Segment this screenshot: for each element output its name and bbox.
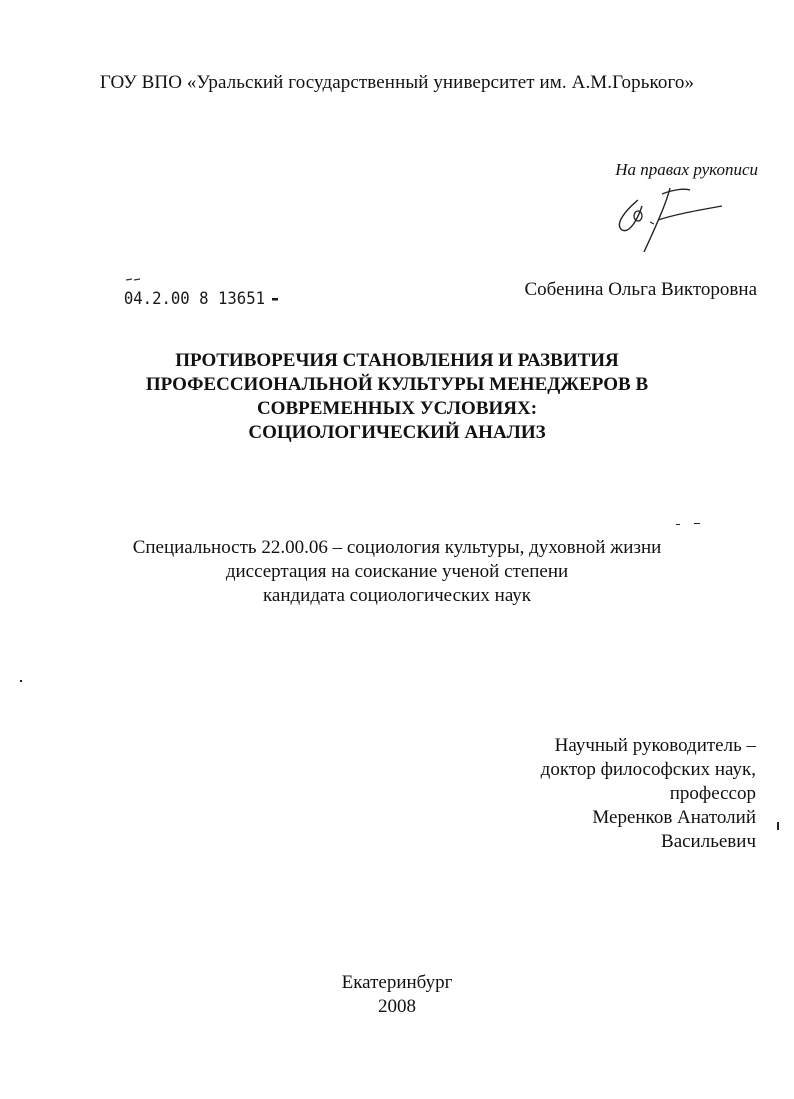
title-line: ПРОТИВОРЕЧИЯ СТАНОВЛЕНИЯ И РАЗВИТИЯ bbox=[175, 350, 619, 371]
supervisor-block bbox=[400, 734, 756, 854]
scan-speck bbox=[676, 524, 680, 525]
supervisor-line: доктор философских наук, bbox=[540, 759, 756, 780]
specialty-line: Специальность 22.00.06 – социология культуры, духовной жизни bbox=[132, 537, 662, 558]
scan-speck bbox=[694, 523, 700, 524]
svg-text:04.2.00 8 13651: 04.2.00 8 13651 bbox=[123, 288, 266, 309]
supervisor-line: Меренков Анатолий bbox=[592, 807, 756, 828]
supervisor-line: Научный руководитель – bbox=[554, 735, 756, 756]
year: 2008 bbox=[378, 996, 416, 1017]
institution-name: ГОУ ВПО «Уральский государственный университет им. А.М.Горького» bbox=[99, 72, 695, 93]
dissertation-title bbox=[80, 349, 714, 445]
archive-stamp bbox=[122, 276, 292, 316]
city-year-block bbox=[0, 971, 794, 1019]
scan-speck bbox=[777, 822, 779, 830]
title-line: СОЦИОЛОГИЧЕСКИЙ АНАЛИЗ bbox=[248, 422, 546, 443]
author-name: Собенина Ольга Викторовна bbox=[524, 279, 757, 300]
manuscript-note: На правах рукописи bbox=[615, 160, 758, 179]
city: Екатеринбург bbox=[341, 972, 453, 993]
specialty-block bbox=[60, 536, 734, 608]
title-line: ПРОФЕССИОНАЛЬНОЙ КУЛЬТУРЫ МЕНЕДЖЕРОВ В bbox=[145, 374, 649, 395]
specialty-line: кандидата социологических наук bbox=[262, 585, 532, 606]
title-line: СОВРЕМЕННЫХ УСЛОВИЯХ: bbox=[256, 398, 538, 419]
specialty-line: диссертация на соискание ученой степени bbox=[225, 561, 569, 582]
supervisor-line: профессор bbox=[669, 783, 756, 804]
scan-speck bbox=[20, 680, 22, 682]
handwritten-signature bbox=[600, 182, 730, 262]
supervisor-line: Васильевич bbox=[661, 831, 756, 852]
